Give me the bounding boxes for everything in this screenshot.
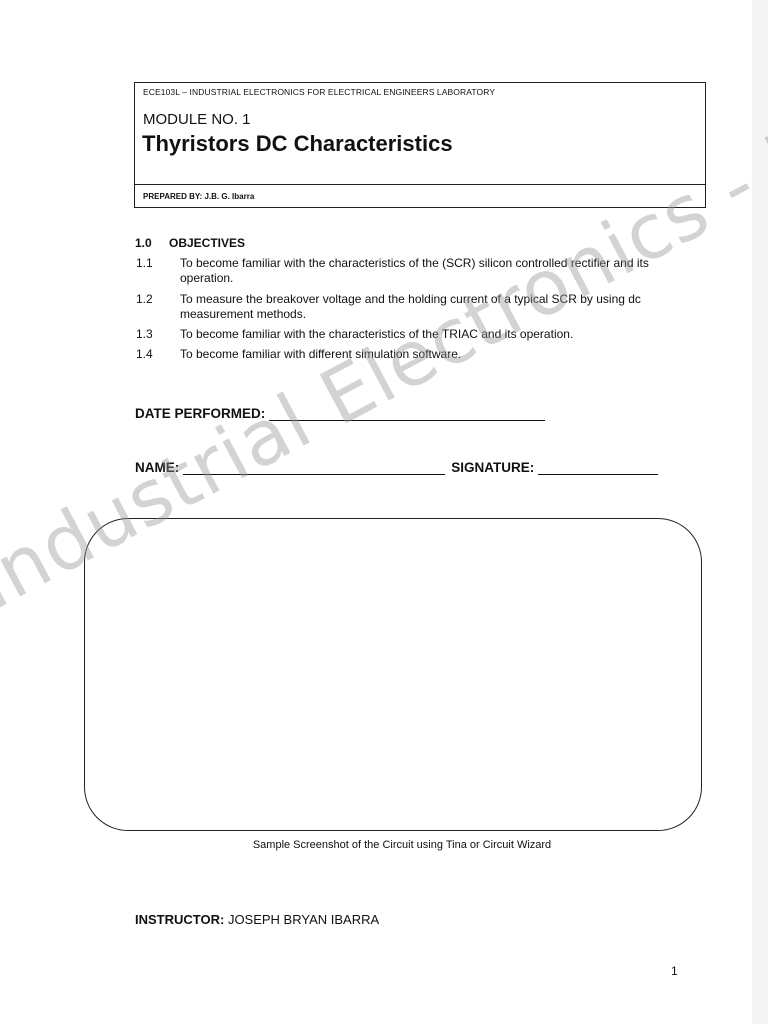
objectives-number: 1.0: [135, 236, 152, 250]
instructor-label: INSTRUCTOR:: [135, 912, 225, 927]
objectives-heading: [135, 236, 245, 250]
signature-label: SIGNATURE:: [451, 460, 535, 475]
module-number: MODULE NO. 1: [143, 111, 251, 128]
page-number: 1: [671, 964, 678, 978]
objective-text: To become familiar with the characteristics of the (SCR) silicon controlled rectifier and its operation.: [180, 256, 649, 285]
course-title: ECE103L – INDUSTRIAL ELECTRONICS FOR ELECTRICAL ENGINEERS LABORATORY: [143, 87, 496, 97]
module-header-box: [134, 82, 706, 208]
watermark-text: Industrial Electronics -: [0, 139, 768, 627]
objective-number: 1.3: [136, 327, 153, 341]
objective-text: To measure the breakover voltage and the holding current of a typical SCR by using dc measurement methods.: [180, 292, 641, 321]
signature-blank[interactable]: [538, 460, 658, 475]
prepared-by: PREPARED BY: J.B. G. Ibarra: [143, 192, 255, 201]
date-performed-blank[interactable]: [269, 406, 545, 421]
objective-number: 1.2: [136, 292, 153, 306]
objective-number: 1.1: [136, 256, 153, 270]
objectives-label: OBJECTIVES: [169, 236, 246, 250]
name-signature-row: [135, 460, 658, 475]
screenshot-placeholder-box: [84, 518, 702, 831]
name-blank[interactable]: [183, 460, 445, 475]
instructor-name: JOSEPH BRYAN IBARRA: [227, 912, 380, 927]
page-title: Thyristors DC Characteristics: [142, 131, 453, 156]
objective-text: To become familiar with different simulation software.: [180, 347, 462, 361]
screenshot-caption: Sample Screenshot of the Circuit using Tina or Circuit Wizard: [252, 839, 552, 851]
objective-text: To become familiar with the characteristics of the TRIAC and its operation.: [180, 327, 574, 341]
objective-item: [136, 256, 705, 286]
instructor-line: [135, 912, 379, 927]
name-label: NAME:: [135, 460, 180, 475]
objective-number: 1.4: [136, 347, 153, 361]
objective-item: [136, 292, 705, 322]
viewer-margin: [752, 0, 768, 1024]
date-performed-label: DATE PERFORMED:: [135, 406, 266, 421]
date-performed-row: [135, 406, 545, 421]
objective-item: [136, 347, 705, 362]
header-divider: [135, 184, 705, 185]
objective-item: [136, 327, 705, 342]
